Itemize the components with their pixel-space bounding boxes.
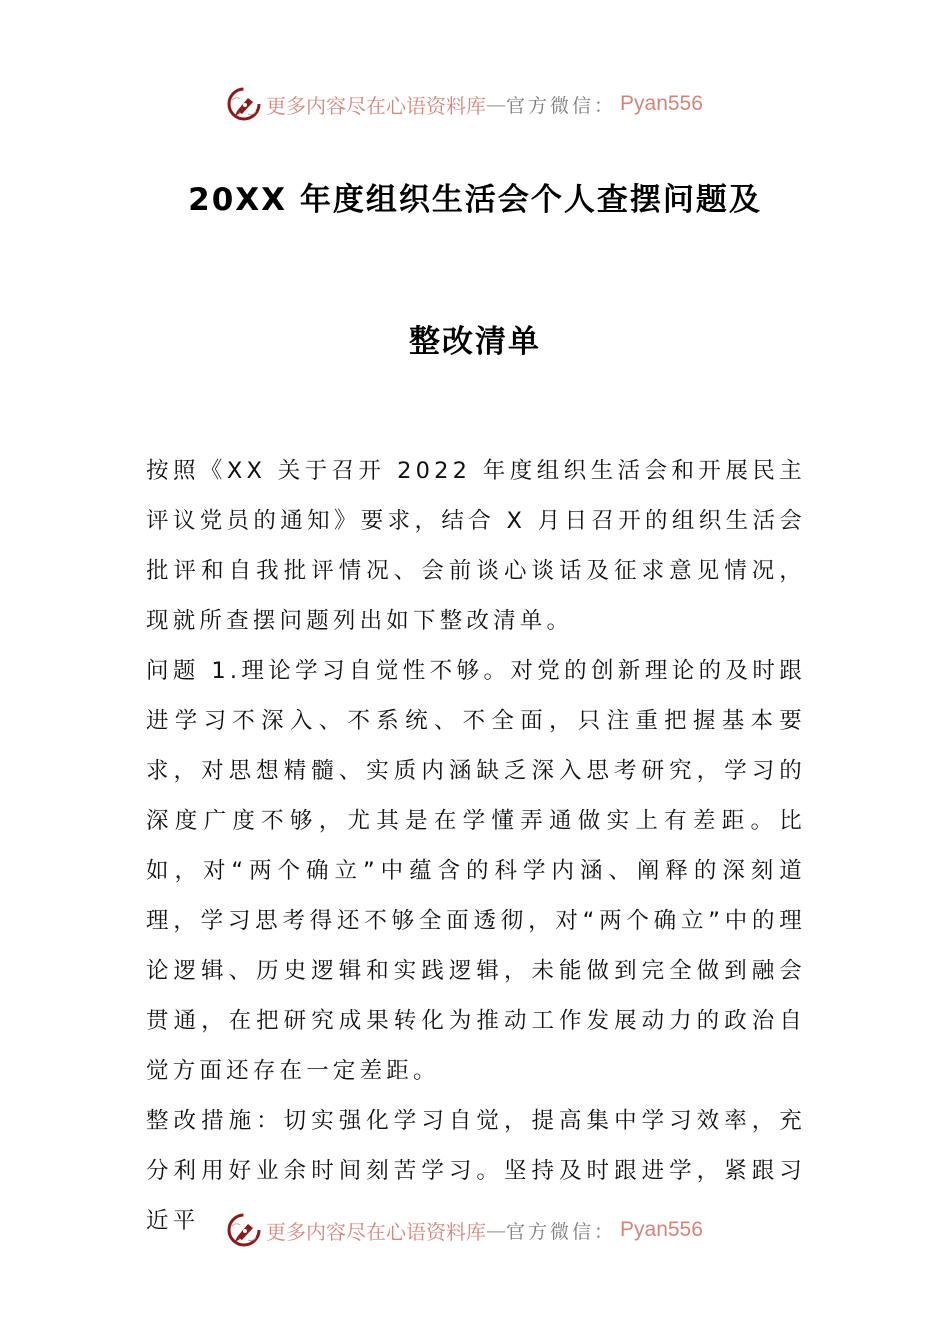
header-watermark [226, 84, 726, 124]
watermark-brand-text: 更多内容尽在心语资料库 [266, 93, 486, 118]
document-body [146, 446, 806, 1246]
footer-watermark [226, 1210, 726, 1250]
watermark-brand-text: 更多内容尽在心语资料库 [266, 1219, 486, 1244]
watermark-separator: — [486, 1218, 506, 1242]
watermark-contact-id: Pyan556 [620, 92, 703, 115]
pen-nib-logo-icon [226, 1212, 262, 1248]
rectification-measures-paragraph: 整改措施：切实强化学习自觉，提高集中学习效率，充分利用好业余时间刻苦学习。坚持及时跟进学，紧跟习近平 [146, 1108, 806, 1234]
watermark-separator: — [486, 92, 506, 116]
document-title-line-1: 20XX 年度组织生活会个人查摆问题及 [188, 182, 762, 218]
watermark-contact-label: 官方微信： [506, 1220, 617, 1243]
document-title-line-2: 整改清单 [409, 324, 541, 360]
watermark-contact-id: Pyan556 [620, 1218, 703, 1241]
watermark-contact-label: 官方微信： [506, 94, 617, 117]
intro-paragraph: 按照《XX 关于召开 2022 年度组织生活会和开展民主评议党员的通知》要求，结合 X 月日召开的组织生活会批评和自我批评情况、会前谈心谈话及征求意见情况，现就所查摆问题列出如下整改清单。 [146, 458, 806, 634]
pen-nib-logo-icon [226, 86, 262, 122]
problem-1-paragraph: 问题 1.理论学习自觉性不够。对党的创新理论的及时跟进学习不深入、不系统、不全面，只注重把握基本要求，对思想精髓、实质内涵缺乏深入思考研究，学习的深度广度不够，尤其是在学懂弄通做实上有差距。比如，对“两个确立”中蕴含的科学内涵、阐释的深刻道理，学习思考得还不够全面透彻，对“两个确立”中的理论逻辑、历史逻辑和实践逻辑，未能做到完全做到融会贯通，在把研究成果转化为推动工作发展动力的政治自觉方面还存在一定差距。 [146, 658, 806, 1084]
